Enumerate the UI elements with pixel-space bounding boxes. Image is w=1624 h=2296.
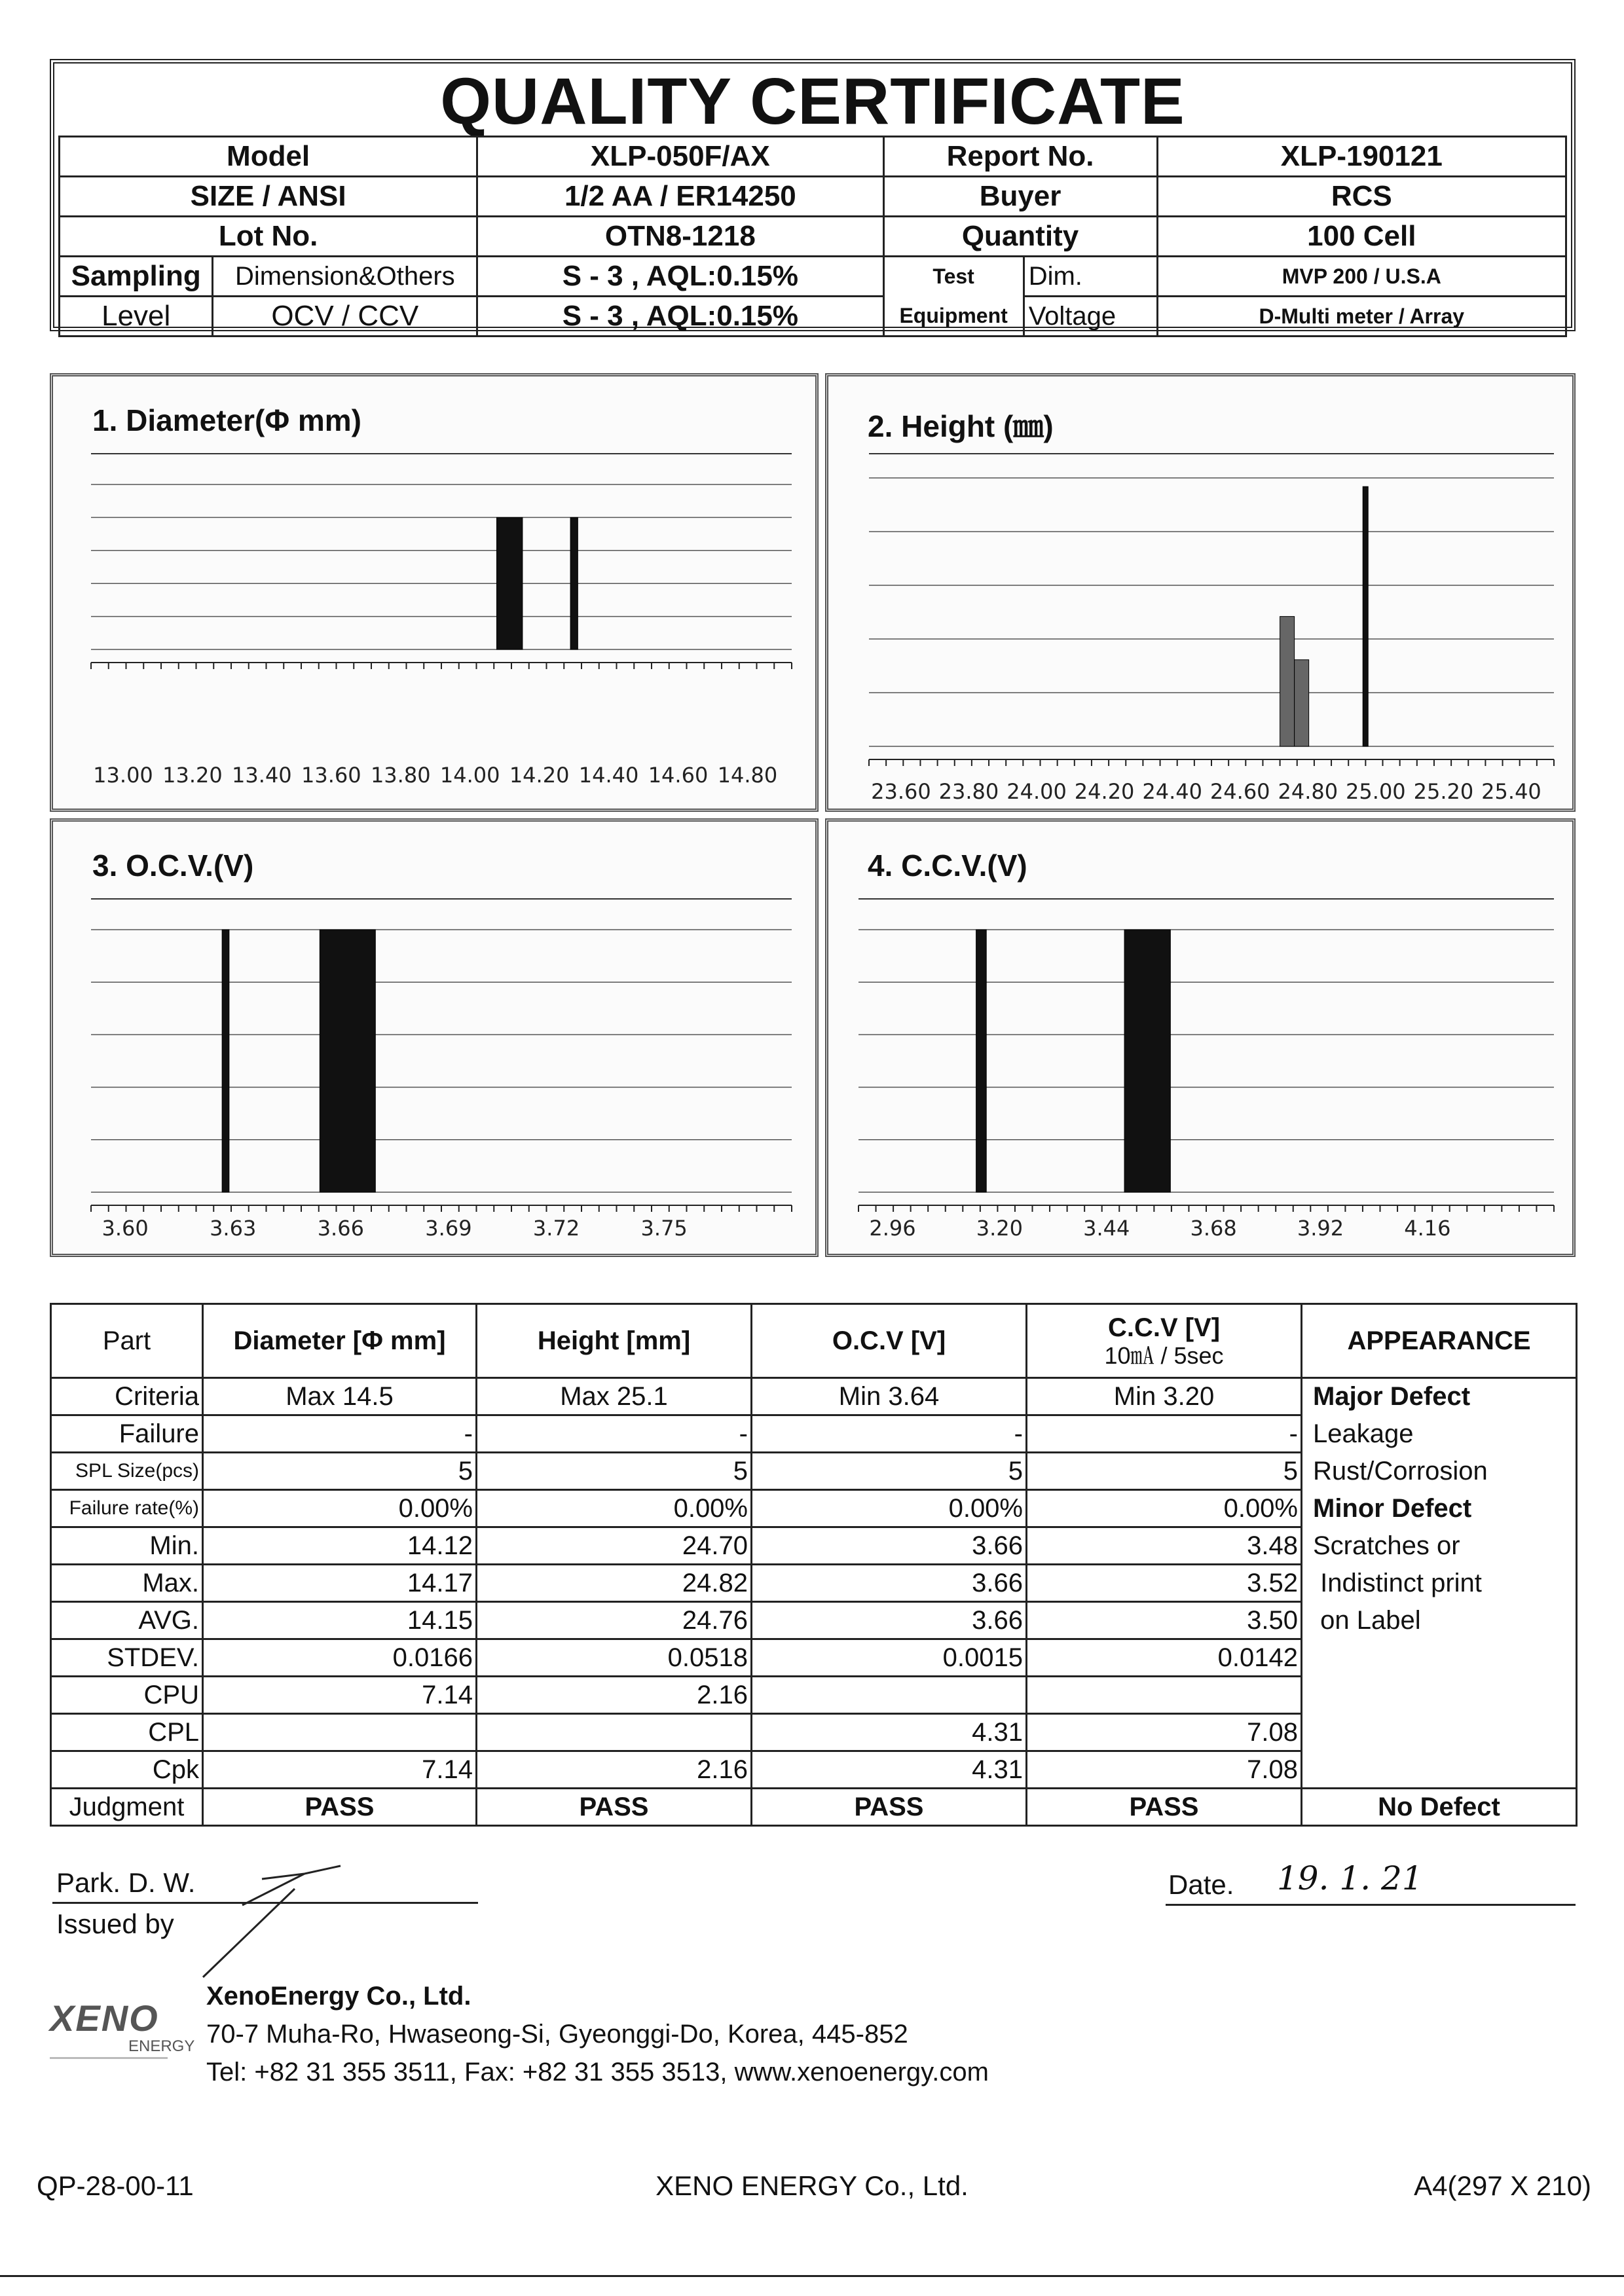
col-part: Part [51, 1304, 203, 1378]
row-label: CPU [51, 1677, 203, 1714]
date-value: 19. 1. 21 [1277, 1859, 1423, 1897]
col-ccv [1027, 1304, 1302, 1378]
voltage-equipment-value: D-Multi meter / Array [1157, 297, 1566, 337]
results-row [51, 1639, 1577, 1677]
histogram-bar [320, 930, 375, 1192]
info-table [58, 136, 1567, 337]
company-bottom: XENO ENERGY Co., Ltd. [655, 2170, 969, 2201]
dim-others-label: Dimension&Others [213, 257, 477, 297]
cell-diameter [203, 1714, 477, 1751]
x-tick-label: 3.68 [1190, 1216, 1237, 1241]
cell-ocv: 4.31 [752, 1714, 1027, 1751]
x-tick-label: 13.80 [370, 763, 431, 788]
results-row [51, 1490, 1577, 1527]
histogram-bar [496, 517, 522, 649]
signature-icon [164, 1859, 360, 1990]
results-row [51, 1378, 1577, 1415]
quantity-value: 100 Cell [1157, 217, 1566, 257]
paper-size: A4(297 X 210) [1414, 2170, 1591, 2201]
x-tick-label: 3.44 [1083, 1216, 1130, 1241]
appearance-note: Scratches or [1302, 1527, 1577, 1565]
cell-height: 0.00% [477, 1490, 752, 1527]
cell-ocv: 4.31 [752, 1751, 1027, 1789]
report-value: XLP-190121 [1157, 137, 1566, 177]
histogram-bar [976, 930, 987, 1192]
x-tick-label: 25.20 [1413, 779, 1474, 804]
col-diameter: Diameter [Φ mm] [203, 1304, 477, 1378]
cell-height: 24.76 [477, 1602, 752, 1639]
cell-ocv: - [752, 1415, 1027, 1453]
page-title: QUALITY CERTIFICATE [440, 65, 1185, 138]
results-row [51, 1453, 1577, 1490]
x-tick-label: 23.80 [938, 779, 999, 804]
col-ocv: O.C.V [V] [752, 1304, 1027, 1378]
row-label: Criteria [51, 1378, 203, 1415]
x-tick-label: 3.66 [317, 1216, 364, 1241]
x-tick-label: 13.20 [162, 763, 223, 788]
buyer-value: RCS [1157, 177, 1566, 217]
chart-title: 1. Diameter(Φ mm) [92, 403, 361, 437]
row-label: CPL [51, 1714, 203, 1751]
results-row [51, 1565, 1577, 1602]
cell-ocv: 0.00% [752, 1490, 1027, 1527]
appearance-note [1302, 1714, 1577, 1751]
appearance-note: Leakage [1302, 1415, 1577, 1453]
x-tick-label: 4.16 [1404, 1216, 1451, 1241]
cell-diameter: 14.12 [203, 1527, 477, 1565]
col-height: Height [mm] [477, 1304, 752, 1378]
x-tick-label: 2.96 [869, 1216, 916, 1241]
cell-ccv: 7.08 [1027, 1714, 1302, 1751]
diameter-chart [53, 376, 815, 809]
histogram-bar [1280, 617, 1295, 746]
results-row [51, 1714, 1577, 1751]
sampling-label: Sampling [60, 257, 213, 297]
cell-height: Max 25.1 [477, 1378, 752, 1415]
cell-diameter: - [203, 1415, 477, 1453]
cell-ocv: 5 [752, 1453, 1027, 1490]
x-tick-label: 3.92 [1297, 1216, 1344, 1241]
cell-ocv: Min 3.64 [752, 1378, 1027, 1415]
diameter-chart-panel [50, 373, 819, 812]
x-tick-label: 24.20 [1074, 779, 1135, 804]
report-label: Report No. [883, 137, 1157, 177]
cell-ocv: 3.66 [752, 1527, 1027, 1565]
x-tick-label: 24.40 [1142, 779, 1202, 804]
row-label: AVG. [51, 1602, 203, 1639]
row-label: Cpk [51, 1751, 203, 1789]
issuer-name: Park. D. W. [56, 1867, 196, 1898]
company-contact: Tel: +82 31 355 3511, Fax: +82 31 355 3513, www.xenoenergy.com [206, 2058, 989, 2086]
appearance-note: Major Defect [1302, 1378, 1577, 1415]
x-tick-label: 3.69 [425, 1216, 472, 1241]
cell-ccv: 3.48 [1027, 1527, 1302, 1565]
cell-height [477, 1714, 752, 1751]
height-chart [828, 376, 1572, 809]
cell-height: 0.0518 [477, 1639, 752, 1677]
x-tick-label: 13.00 [93, 763, 153, 788]
equipment-label: Equipment [883, 297, 1024, 337]
company-logo [50, 1997, 194, 2069]
certificate-header [50, 59, 1576, 331]
cell-diameter: 7.14 [203, 1677, 477, 1714]
ccv-chart-panel [825, 818, 1576, 1257]
histogram-bar [1295, 660, 1309, 746]
model-label: Model [60, 137, 477, 177]
histogram-bar [1363, 486, 1368, 746]
ocv-ccv-value: S - 3 , AQL:0.15% [477, 297, 883, 337]
cell-ccv [1027, 1677, 1302, 1714]
appearance-note: on Label [1302, 1602, 1577, 1639]
dim-others-value: S - 3 , AQL:0.15% [477, 257, 883, 297]
date-line [1166, 1904, 1576, 1906]
bottom-rule [0, 2275, 1624, 2277]
judgment-label: Judgment [51, 1789, 203, 1826]
cell-ccv: 0.00% [1027, 1490, 1302, 1527]
x-tick-label: 25.00 [1346, 779, 1406, 804]
x-tick-label: 13.60 [301, 763, 361, 788]
level-label: Level [60, 297, 213, 337]
cell-diameter: 0.00% [203, 1490, 477, 1527]
buyer-label: Buyer [883, 177, 1157, 217]
appearance-note: Rust/Corrosion [1302, 1453, 1577, 1490]
col-ccv-label: C.C.V [V] [1107, 1313, 1221, 1342]
cell-diameter: 14.17 [203, 1565, 477, 1602]
x-tick-label: 23.60 [871, 779, 931, 804]
histogram-bar [570, 517, 578, 649]
judgment-ccv: PASS [1027, 1789, 1302, 1826]
cell-diameter: 0.0166 [203, 1639, 477, 1677]
x-tick-label: 3.60 [101, 1216, 149, 1241]
cell-height: 2.16 [477, 1677, 752, 1714]
col-appearance: APPEARANCE [1302, 1304, 1577, 1378]
appearance-note [1302, 1639, 1577, 1677]
lot-value: OTN8-1218 [477, 217, 883, 257]
quantity-label: Quantity [883, 217, 1157, 257]
x-tick-label: 14.40 [578, 763, 639, 788]
model-value: XLP-050F/AX [477, 137, 883, 177]
test-label: Test [883, 257, 1024, 297]
cell-height: - [477, 1415, 752, 1453]
x-tick-label: 14.20 [509, 763, 570, 788]
cell-ccv: - [1027, 1415, 1302, 1453]
cell-ocv: 0.0015 [752, 1639, 1027, 1677]
company-name: XenoEnergy Co., Ltd. [206, 1982, 471, 2011]
judgment-ocv: PASS [752, 1789, 1027, 1826]
judgment-diameter: PASS [203, 1789, 477, 1826]
cell-height: 5 [477, 1453, 752, 1490]
x-tick-label: 3.75 [640, 1216, 688, 1241]
appearance-note: Indistinct print [1302, 1565, 1577, 1602]
results-table [50, 1303, 1578, 1827]
appearance-note: Minor Defect [1302, 1490, 1577, 1527]
cell-ocv: 3.66 [752, 1565, 1027, 1602]
results-row [51, 1415, 1577, 1453]
cell-diameter: 5 [203, 1453, 477, 1490]
cell-ccv: 3.50 [1027, 1602, 1302, 1639]
ccv-chart [828, 822, 1572, 1254]
chart-title: 3. O.C.V.(V) [92, 848, 254, 883]
cell-height: 24.70 [477, 1527, 752, 1565]
judgment-height: PASS [477, 1789, 752, 1826]
cell-diameter: 7.14 [203, 1751, 477, 1789]
ocv-chart-panel [50, 818, 819, 1257]
x-tick-label: 25.40 [1481, 779, 1541, 804]
x-tick-label: 3.63 [210, 1216, 257, 1241]
x-tick-label: 3.72 [532, 1216, 580, 1241]
cell-ccv: 5 [1027, 1453, 1302, 1490]
x-tick-label: 24.60 [1209, 779, 1270, 804]
doc-code: QP-28-00-11 [37, 2170, 194, 2201]
cell-ccv: 3.52 [1027, 1565, 1302, 1602]
dim-label: Dim. [1024, 257, 1157, 297]
logo-sub: ENERGY [128, 2037, 195, 2055]
cell-height: 2.16 [477, 1751, 752, 1789]
histogram-bar [1124, 930, 1170, 1192]
cell-ocv: 3.66 [752, 1602, 1027, 1639]
cell-diameter: Max 14.5 [203, 1378, 477, 1415]
voltage-label: Voltage [1024, 297, 1157, 337]
results-row [51, 1677, 1577, 1714]
cell-height: 24.82 [477, 1565, 752, 1602]
company-address: 70-7 Muha-Ro, Hwaseong-Si, Gyeonggi-Do, Korea, 445-852 [206, 2020, 908, 2049]
judgment-appearance: No Defect [1302, 1789, 1577, 1826]
appearance-note [1302, 1677, 1577, 1714]
histogram-bar [222, 930, 229, 1192]
row-label: SPL Size(pcs) [51, 1453, 203, 1490]
chart-title: 2. Height (㎜) [868, 409, 1054, 443]
logo-underline [50, 2057, 168, 2059]
cell-ccv: 7.08 [1027, 1751, 1302, 1789]
cell-diameter: 14.15 [203, 1602, 477, 1639]
issued-by-label: Issued by [56, 1908, 174, 1939]
cell-ccv: Min 3.20 [1027, 1378, 1302, 1415]
row-label: Failure [51, 1415, 203, 1453]
row-label: Max. [51, 1565, 203, 1602]
judgment-row [51, 1789, 1577, 1826]
col-ccv-sub: 10㎃ / 5sec [1104, 1341, 1224, 1369]
row-label: STDEV. [51, 1639, 203, 1677]
x-tick-label: 13.40 [232, 763, 292, 788]
size-value: 1/2 AA / ER14250 [477, 177, 883, 217]
height-chart-panel [825, 373, 1576, 812]
logo-text: XENO [50, 1997, 159, 2039]
date-label: Date. [1168, 1869, 1234, 1900]
cell-ccv: 0.0142 [1027, 1639, 1302, 1677]
ocv-ccv-label: OCV / CCV [213, 297, 477, 337]
lot-label: Lot No. [60, 217, 477, 257]
chart-title: 4. C.C.V.(V) [868, 848, 1027, 883]
ocv-chart [53, 822, 815, 1254]
x-tick-label: 14.00 [439, 763, 500, 788]
row-label: Failure rate(%) [51, 1490, 203, 1527]
x-tick-label: 14.80 [717, 763, 778, 788]
cell-ocv [752, 1677, 1027, 1714]
results-header-row [51, 1304, 1577, 1378]
results-row [51, 1751, 1577, 1789]
dim-equipment-value: MVP 200 / U.S.A [1157, 257, 1566, 297]
size-label: SIZE / ANSI [60, 177, 477, 217]
x-tick-label: 3.20 [976, 1216, 1023, 1241]
row-label: Min. [51, 1527, 203, 1565]
x-tick-label: 24.00 [1006, 779, 1067, 804]
results-row [51, 1527, 1577, 1565]
x-tick-label: 24.80 [1278, 779, 1338, 804]
appearance-note [1302, 1751, 1577, 1789]
results-row [51, 1602, 1577, 1639]
x-tick-label: 14.60 [648, 763, 709, 788]
